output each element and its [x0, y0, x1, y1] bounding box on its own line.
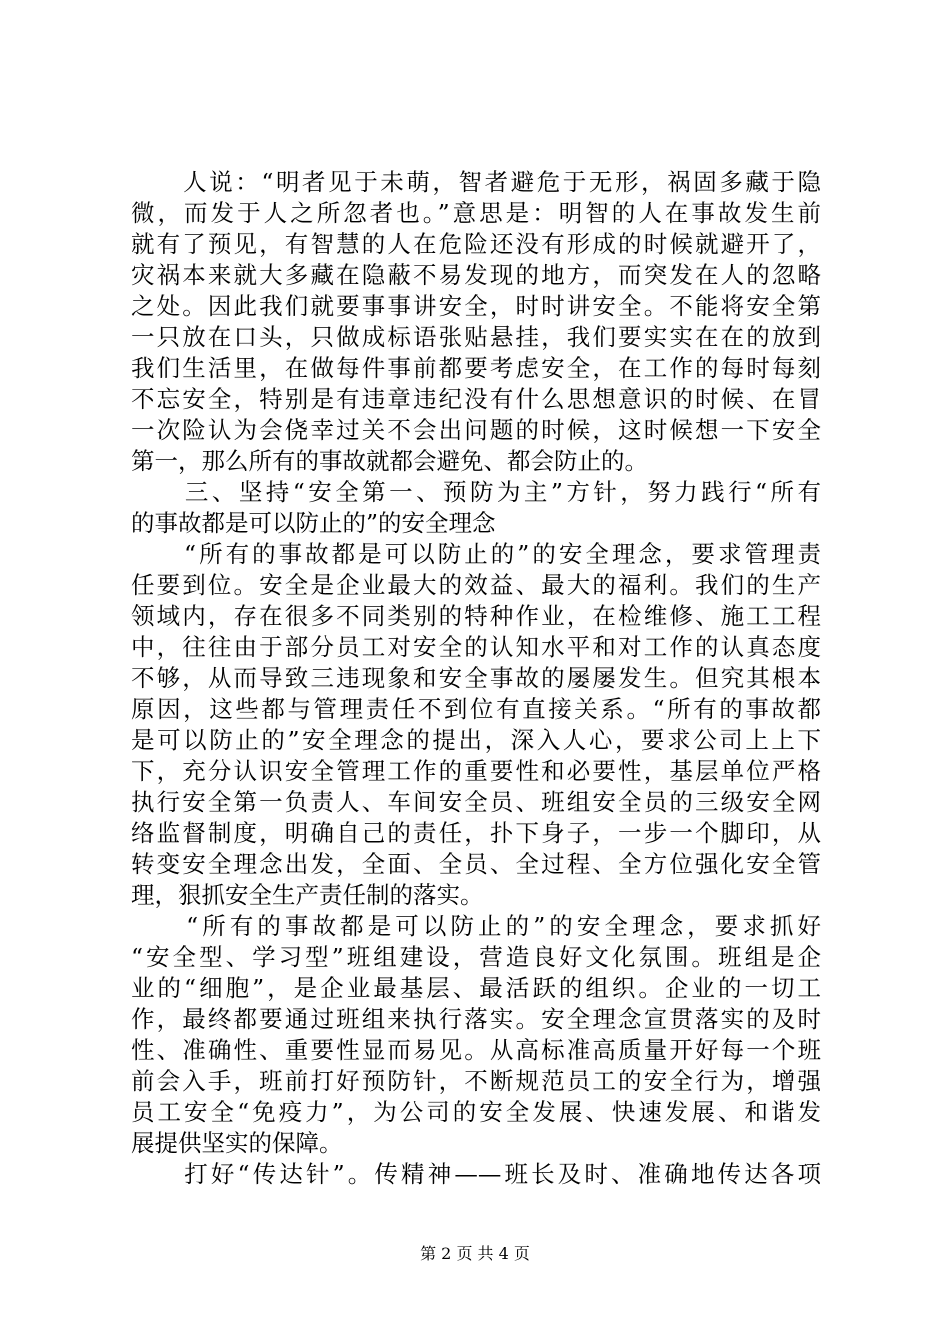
text-line: 中，往往由于部分员工对安全的认知水平和对工作的认真态度 — [131, 633, 821, 661]
text-line: 之处。因此我们就要事事讲安全，时时讲安全。不能将安全第 — [131, 292, 821, 320]
text-line: 就有了预见，有智慧的人在危险还没有形成的时候就避开了， — [131, 230, 821, 258]
text-line: 三、坚持“安全第一、预防为主”方针，努力践行“所有 — [131, 478, 821, 506]
text-line: 人说：“明者见于未萌，智者避危于无形，祸固多藏于隐 — [131, 168, 821, 196]
text-line: 下，充分认识安全管理工作的重要性和必要性，基层单位严格 — [131, 757, 821, 785]
text-line: 前会入手，班前打好预防针，不断规范员工的安全行为，增强 — [131, 1067, 821, 1095]
text-line: 领域内，存在很多不同类别的特种作业，在检维修、施工工程 — [131, 602, 821, 630]
text-line: 是可以防止的”安全理念的提出，深入人心，要求公司上上下 — [131, 726, 821, 754]
text-line: 络监督制度，明确自己的责任，扑下身子，一步一个脚印，从 — [131, 819, 821, 847]
text-line: 转变安全理念出发，全面、全员、全过程、全方位强化安全管 — [131, 850, 821, 878]
text-line: 不够，从而导致三违现象和安全事故的屡屡发生。但究其根本 — [131, 664, 821, 692]
text-line: 不忘安全，特别是有违章违纪没有什么思想意识的时候、在冒 — [131, 385, 821, 413]
text-line: 业的“细胞”，是企业最基层、最活跃的组织。企业的一切工 — [131, 974, 821, 1002]
text-line: 一只放在口头，只做成标语张贴悬挂，我们要实实在在的放到 — [131, 323, 821, 351]
text-line: 原因，这些都与管理责任不到位有直接关系。“所有的事故都 — [131, 695, 821, 723]
text-line: 我们生活里，在做每件事前都要考虑安全，在工作的每时每刻 — [131, 354, 821, 382]
text-line: 灾祸本来就大多藏在隐蔽不易发现的地方，而突发在人的忽略 — [131, 261, 821, 289]
text-line: 员工安全“免疫力”，为公司的安全发展、快速发展、和谐发 — [131, 1098, 821, 1126]
text-line: 性、准确性、重要性显而易见。从高标准高质量开好每一个班 — [131, 1036, 821, 1064]
page-footer: 第 2 页 共 4 页 — [420, 1244, 530, 1263]
text-line: 打好“传达针”。传精神——班长及时、准确地传达各项 — [131, 1160, 821, 1188]
text-line: “所有的事故都是可以防止的”的安全理念，要求抓好 — [131, 912, 821, 940]
text-line: 展提供坚实的保障。 — [131, 1129, 343, 1157]
text-line: “所有的事故都是可以防止的”的安全理念，要求管理责 — [131, 540, 821, 568]
text-line: 一次险认为会侥幸过关不会出问题的时候，这时候想一下安全 — [131, 416, 821, 444]
text-line: 理，狠抓安全生产责任制的落实。 — [131, 881, 484, 909]
text-line: 任要到位。安全是企业最大的效益、最大的福利。我们的生产 — [131, 571, 821, 599]
text-line: 执行安全第一负责人、车间安全员、班组安全员的三级安全网 — [131, 788, 821, 816]
text-line: 微，而发于人之所忽者也。”意思是：明智的人在事故发生前 — [131, 199, 821, 227]
text-line: 第一，那么所有的事故就都会避免、都会防止的。 — [131, 447, 648, 475]
text-line: 作，最终都要通过班组来执行落实。安全理念宣贯落实的及时 — [131, 1005, 821, 1033]
document-body — [131, 167, 821, 1190]
text-line: 的事故都是可以防止的”的安全理念 — [131, 509, 496, 537]
text-line: “安全型、学习型”班组建设，营造良好文化氛围。班组是企 — [131, 943, 821, 971]
